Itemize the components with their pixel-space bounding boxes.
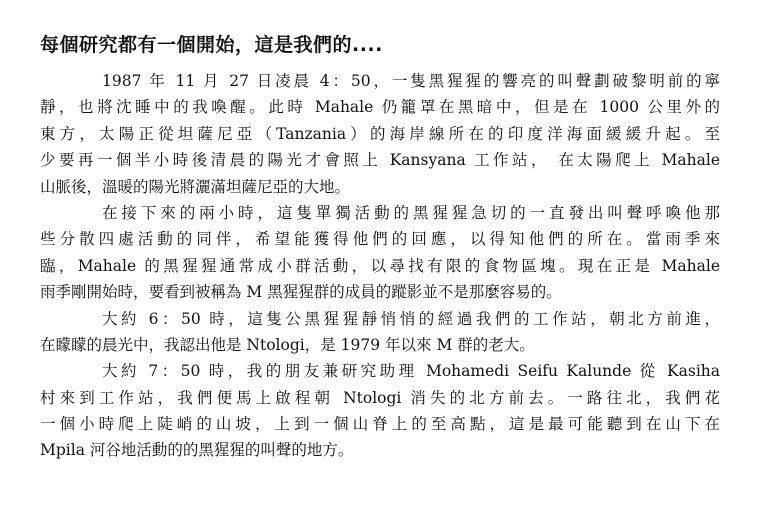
document-body	[40, 68, 720, 464]
paragraph-line: Mpila 河谷地活動的的黑猩猩的叫聲的地方。	[40, 441, 354, 460]
paragraph-3	[40, 306, 720, 359]
paragraph-line: 山脈後，溫暖的陽光將灑滿坦薩尼亞的大地。	[40, 177, 351, 196]
paragraph-line: 臨，Mahale 的黑猩猩通常成小群活動，以尋找有限的食物區塊。現在正是 Mahale	[40, 256, 720, 275]
paragraph-line: 東方，太陽正從坦薩尼亞（Tanzania）的海岸線所在的印度洋海面緩緩升起。至	[40, 124, 720, 143]
paragraph-line: 大約 6：50 時，這隻公黑猩猩靜悄悄的經過我們的工作站，朝北方前進，	[102, 309, 720, 328]
paragraph-line: 少要再一個半小時後清晨的陽光才會照上 Kansyana 工作站， 在太陽爬上 Mahale	[40, 151, 720, 170]
paragraph-line: 些分散四處活動的同伴，希望能獲得他們的回應，以得知他們的所在。當雨季來	[40, 230, 720, 249]
paragraph-2	[40, 200, 720, 306]
paragraph-line: 大約 7：50 時，我的朋友兼研究助理 Mohamedi Seifu Kalunde 從 Kasiha	[102, 362, 720, 381]
paragraph-1	[40, 68, 720, 200]
paragraph-line: 在接下來的兩小時，這隻單獨活動的黑猩猩急切的一直發出叫聲呼喚他那	[102, 203, 720, 222]
paragraph-line: 雨季剛開始時，要看到被稱為 M 黑猩猩群的成員的蹤影並不是那麼容易的。	[40, 283, 562, 302]
document-title: 每個研究都有一個開始，這是我們的....	[40, 34, 383, 56]
paragraph-line: 在矇矇的晨光中，我認出他是 Ntologi，是 1979 年以來 M 群的老大。	[40, 335, 535, 354]
paragraph-line: 一個小時爬上陡峭的山坡，上到一個山脊上的至高點，這是最可能聽到在山下在	[40, 415, 720, 434]
paragraph-line: 村來到工作站，我們便馬上啟程朝 Ntologi 消失的北方前去。一路往北，我們花	[40, 388, 720, 407]
paragraph-line: 靜，也將沈睡中的我喚醒。此時 Mahale 仍籠罩在黑暗中，但是在 1000 公里外的	[40, 98, 720, 117]
paragraph-line: 1987 年 11 月 27 日凌晨 4：50，一隻黑猩猩的響亮的叫聲劃破黎明前的寧	[102, 72, 720, 90]
paragraph-4	[40, 358, 720, 464]
